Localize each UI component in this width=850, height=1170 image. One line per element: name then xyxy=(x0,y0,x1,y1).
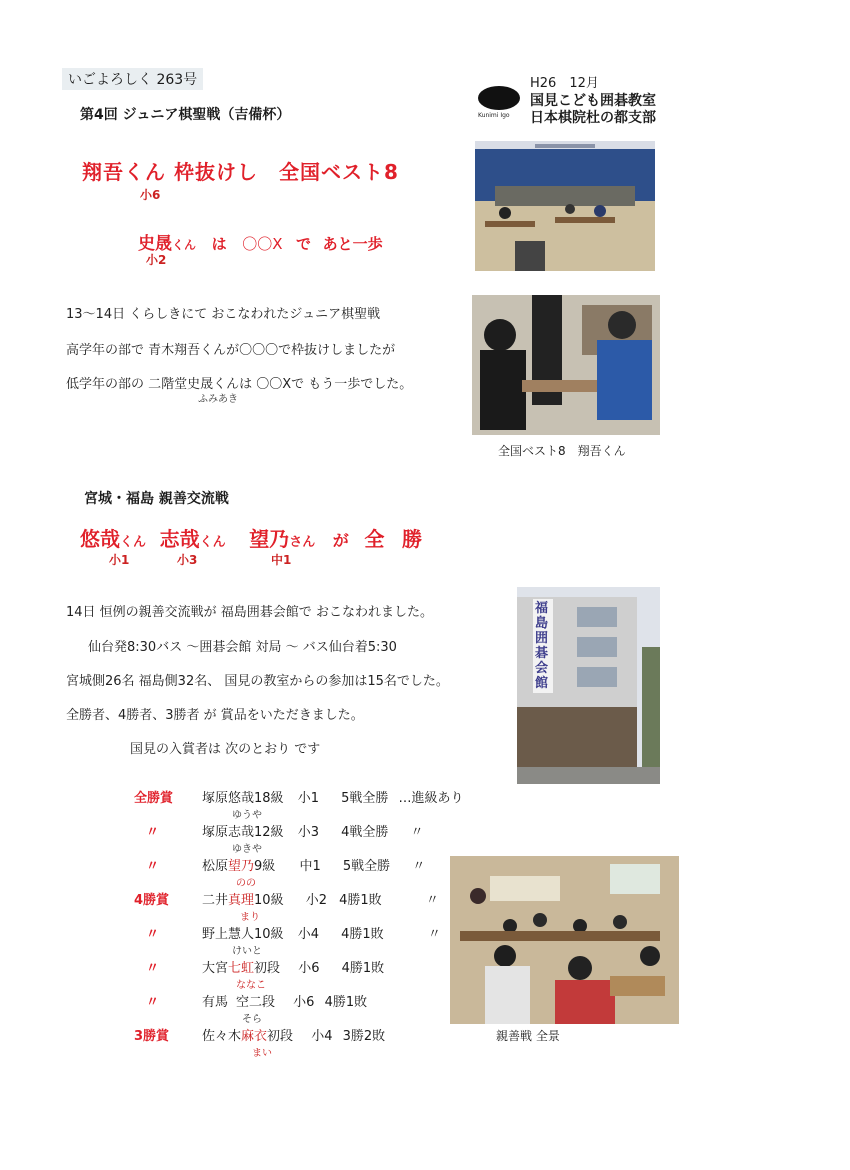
award-ruby-4: まり xyxy=(240,912,260,923)
award-row-6 xyxy=(134,957,384,976)
award-row-3 xyxy=(134,855,425,874)
award-name-post: 初段 xyxy=(267,1029,294,1044)
award-prize: 〃 xyxy=(146,927,160,942)
headline-fumiaki-record: 〇〇X xyxy=(242,235,283,253)
award-row-5 xyxy=(134,923,441,942)
award-result: 3勝2敗 xyxy=(342,1029,386,1044)
exchange-text-line1: 14日 恒例の親善交流戦が 福島囲碁会館で おこなわれました。 xyxy=(66,605,433,620)
award-prize: 〃 xyxy=(146,961,160,976)
shogo-game-photo xyxy=(472,295,660,435)
winner-nono-name: 望乃 xyxy=(249,527,290,551)
award-name-pre: 塚原 xyxy=(202,791,229,806)
winner-yukiya-suffix: くん xyxy=(199,535,226,550)
exchange-text-line4: 全勝者、4勝者、3勝者 が 賞品をいただきました。 xyxy=(66,708,364,723)
award-ruby-2: ゆきや xyxy=(232,844,262,855)
headline-shogo: 翔吾くん 枠抜けし 全国ベスト8 xyxy=(82,160,399,184)
winner-yuya-suffix: くん xyxy=(120,535,147,550)
award-note: …進級あり xyxy=(398,791,464,806)
shogo-photo-caption: 全国ベスト8 翔吾くん xyxy=(498,444,626,458)
fumiaki-ruby: ふみあき xyxy=(198,394,238,405)
award-note: 〃 xyxy=(427,927,441,942)
go-hall-building-photo xyxy=(517,587,660,784)
award-grade: 小3 xyxy=(297,825,319,840)
headline-shogo-grade: 小6 xyxy=(140,188,161,202)
org-name-line1: 国見こども囲碁教室 xyxy=(530,93,656,109)
award-ruby-6: ななこ xyxy=(236,980,266,991)
award-name-post: 慧人10級 xyxy=(228,927,284,942)
award-result: 4勝1敗 xyxy=(341,927,384,942)
tournament-hall-illustration xyxy=(475,141,655,271)
exchange-overview-illustration xyxy=(450,856,679,1024)
award-grade: 小1 xyxy=(297,791,319,806)
award-note: 〃 xyxy=(410,825,424,840)
headline-fumiaki-grade: 小2 xyxy=(146,253,167,267)
issue-label: いごよろしく 263号 xyxy=(62,68,203,90)
winners-zen: 全 xyxy=(364,527,385,551)
winners-headline xyxy=(80,523,422,552)
exchange-text-line3: 宮城側26名 福島側32名、 国見の教室からの参加は15名でした。 xyxy=(66,674,449,689)
award-result: 4勝1敗 xyxy=(339,893,382,908)
award-name-pre: 佐々木 xyxy=(202,1029,242,1044)
award-prize: 3勝賞 xyxy=(134,1029,170,1044)
award-name-hl: 真理 xyxy=(228,893,255,908)
junior-text-line3: 低学年の部の 二階堂史晟くんは 〇〇Xで もう一歩でした。 xyxy=(66,377,413,392)
award-prize: 〃 xyxy=(146,995,160,1010)
exchange-text-line5: 国見の入賞者は 次のとおり です xyxy=(130,742,321,757)
award-name-pre: 野上 xyxy=(202,927,229,942)
tournament-hall-photo xyxy=(475,141,655,271)
headline-fumiaki-wa: は xyxy=(211,235,227,253)
award-name-hl: 麻衣 xyxy=(241,1029,268,1044)
award-name-hl: 七虹 xyxy=(228,961,255,976)
award-name-pre: 有馬 xyxy=(202,995,229,1010)
issue-date: H26 12月 xyxy=(530,76,599,91)
award-result: 4勝1敗 xyxy=(324,995,368,1010)
award-ruby-8: まい xyxy=(252,1048,272,1059)
winner-nono-suffix: さん xyxy=(289,535,316,550)
award-name-post: 9級 xyxy=(254,859,276,874)
winner-yukiya-grade: 小3 xyxy=(177,553,198,567)
award-name-post: 空二段 xyxy=(236,995,276,1010)
winner-nono-grade: 中1 xyxy=(271,553,292,567)
award-grade: 小4 xyxy=(311,1029,333,1044)
award-grade: 小6 xyxy=(298,961,320,976)
go-stone-icon xyxy=(478,86,520,110)
award-row-2 xyxy=(134,821,424,840)
award-prize: 4勝賞 xyxy=(134,893,170,908)
event-title-miyagi-fukushima: 宮城・福島 親善交流戦 xyxy=(84,491,229,507)
winner-yuya-grade: 小1 xyxy=(109,553,130,567)
headline-fumiaki-ato: あと一歩 xyxy=(322,235,383,253)
headline-fumiaki-kun: くん xyxy=(172,238,197,252)
junior-text-line1: 13～14日 くらしきにて おこなわれたジュニア棋聖戦 xyxy=(66,307,381,322)
headline-fumiaki-de: で xyxy=(296,235,312,253)
award-name-post: 10級 xyxy=(254,893,284,908)
award-row-4 xyxy=(134,889,439,908)
award-name-post: 志哉12級 xyxy=(228,825,284,840)
award-result: 5戦全勝 xyxy=(342,859,391,874)
award-name-pre: 大宮 xyxy=(202,961,229,976)
winners-ga: が xyxy=(332,531,349,550)
go-hall-sign: 福島囲碁会館 xyxy=(533,599,553,693)
award-row-8 xyxy=(134,1025,385,1044)
headline-fumiaki-name: 史晟 xyxy=(138,234,172,254)
award-name-hl: 望乃 xyxy=(228,859,255,874)
exchange-overview-photo xyxy=(450,856,679,1024)
award-note: 〃 xyxy=(412,859,426,874)
award-prize: 〃 xyxy=(146,859,160,874)
headline-fumiaki xyxy=(138,229,383,254)
award-row-7 xyxy=(134,991,367,1010)
award-name-pre: 二井 xyxy=(202,893,229,908)
winners-sho: 勝 xyxy=(401,527,422,551)
award-result: 4勝1敗 xyxy=(341,961,385,976)
award-result: 5戦全勝 xyxy=(341,791,389,806)
award-ruby-7: そら xyxy=(242,1014,262,1025)
award-name-post: 初段 xyxy=(254,961,281,976)
exchange-text-line2: 仙台発8:30バス ～囲碁会館 対局 ～ バス仙台着5:30 xyxy=(88,640,397,655)
logo-caption: Kunimi Igo xyxy=(478,112,510,119)
junior-text-line2: 高学年の部で 青木翔吾くんが〇〇〇で枠抜けしましたが xyxy=(66,343,396,358)
award-grade: 小6 xyxy=(293,995,315,1010)
award-result: 4戦全勝 xyxy=(341,825,389,840)
event-title-junior-kisei: 第4回 ジュニア棋聖戦（吉備杯） xyxy=(80,107,291,123)
shogo-game-illustration xyxy=(472,295,660,435)
award-prize: 全勝賞 xyxy=(134,791,174,806)
award-ruby-1: ゆうや xyxy=(232,810,262,821)
winner-yukiya-name: 志哉 xyxy=(159,527,200,551)
award-grade: 小4 xyxy=(297,927,319,942)
award-name-post: 悠哉18級 xyxy=(228,791,284,806)
org-name-line2: 日本棋院杜の都支部 xyxy=(530,110,656,126)
kunimi-igo-logo xyxy=(478,86,522,122)
award-ruby-3: のの xyxy=(236,878,256,889)
award-grade: 中1 xyxy=(299,859,321,874)
award-name-pre: 松原 xyxy=(202,859,229,874)
award-prize: 〃 xyxy=(146,825,160,840)
award-name-pre: 塚原 xyxy=(202,825,229,840)
winner-yuya-name: 悠哉 xyxy=(80,527,120,551)
award-ruby-5: けいと xyxy=(232,946,262,957)
award-note: 〃 xyxy=(425,893,439,908)
award-row-1 xyxy=(134,787,464,806)
award-grade: 小2 xyxy=(305,893,327,908)
overview-photo-caption: 親善戦 全景 xyxy=(496,1029,560,1043)
